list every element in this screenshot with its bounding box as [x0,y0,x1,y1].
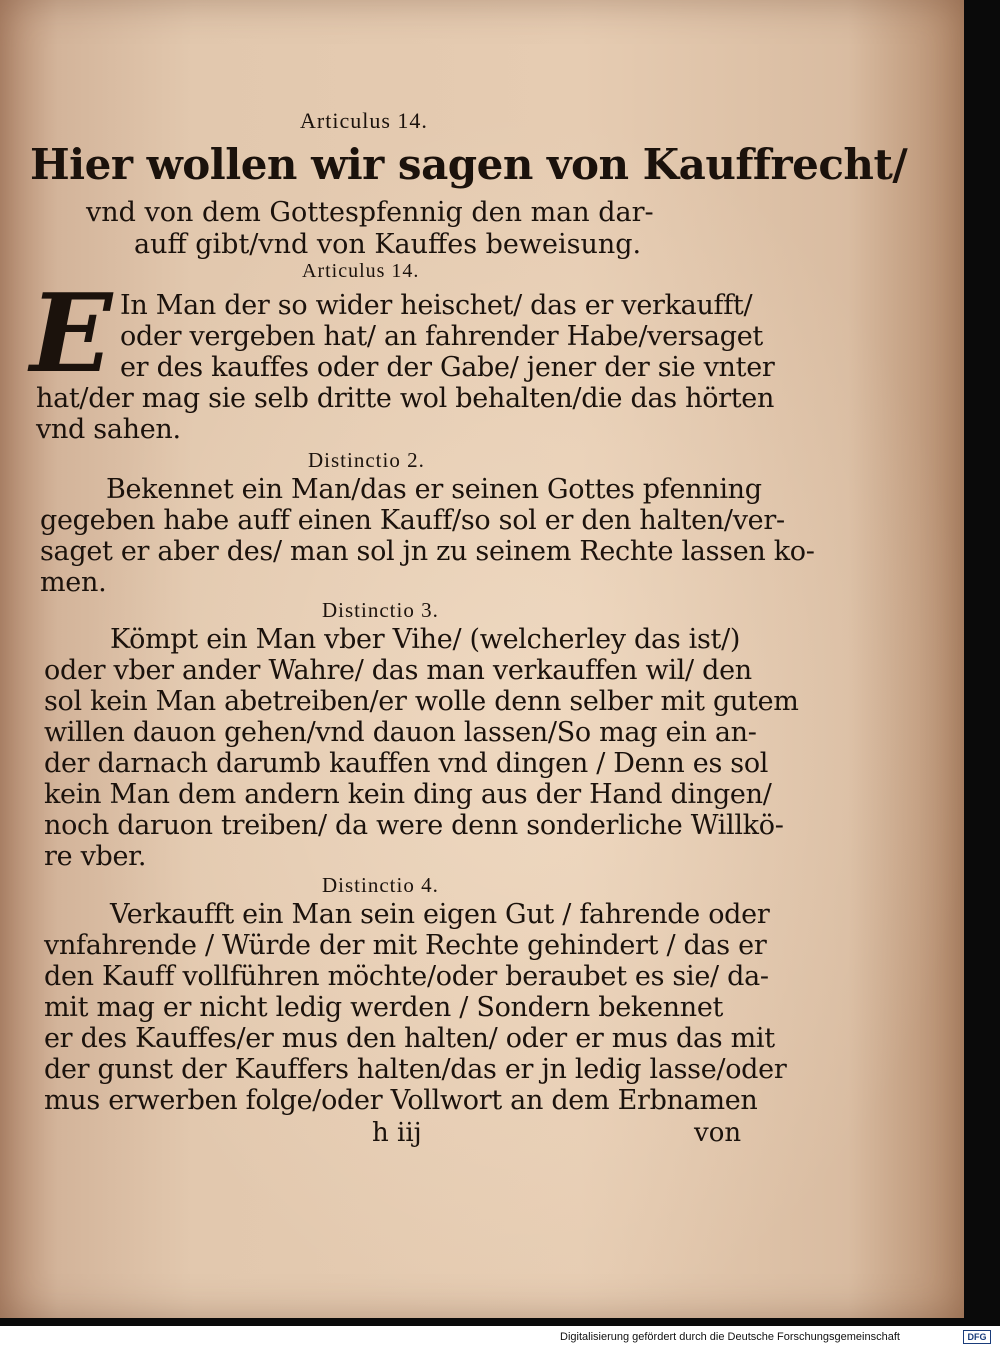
distinctio-4-line-5: er des Kauffes/er mus den halten/ oder er mus das mit [44,1023,775,1054]
article-line-5: vnd sahen. [36,414,181,445]
article-line-4: hat/der mag sie selb dritte wol behalten/die das hörten [36,383,775,414]
distinctio-2-line-1: Bekennet ein Man/das er seinen Gottes pfenning [106,474,762,505]
chapter-title-line-3: auff gibt/vnd von Kauffes beweisung. [134,229,642,260]
distinctio-4-line-7: mus erwerben folge/oder Vollwort an dem Erbnamen [44,1085,758,1116]
article-line-2: oder vergeben hat/ an fahrender Habe/versaget [120,321,763,352]
scan-edge-right [964,0,1000,1318]
distinctio-4-line-1: Verkaufft ein Man sein eigen Gut / fahrende oder [110,899,770,930]
scan-edge-bottom [0,1318,1000,1326]
distinctio-4-line-4: mit mag er nicht ledig werden / Sondern bekennet [44,992,724,1023]
distinctio-3-line-5: der darnach darumb kauffen vnd dingen / Denn es sol [44,748,769,779]
distinctio-3-heading: Distinctio 3. [322,598,439,622]
distinctio-4-line-6: der gunst der Kauffers halten/das er jn ledig lasse/oder [44,1054,787,1085]
distinctio-3-line-1: Kömpt ein Man vber Vihe/ (welcherley das ist/) [110,624,741,655]
signature-mark: h iij [372,1118,422,1148]
chapter-title-line-1: Hier wollen wir sagen von Kauffrecht/ [30,140,908,189]
distinctio-2-heading: Distinctio 2. [308,448,425,472]
distinctio-3-line-4: willen dauon gehen/vnd dauon lassen/So mag ein an- [44,717,757,748]
article-line-1: In Man der so wider heischet/ das er verkaufft/ [120,290,753,321]
decorated-initial: E [30,271,113,397]
distinctio-3-line-3: sol kein Man abetreiben/er wolle denn selber mit gutem [44,686,799,717]
distinctio-2-line-4: men. [40,567,107,598]
distinctio-4-line-3: den Kauff vollführen möchte/oder beraubet es sie/ da- [44,961,769,992]
funding-credit: Digitalisierung gefördert durch die Deutsche Forschungsgemeinschaft [560,1331,900,1343]
article-heading: Articulus 14. [302,260,420,282]
distinctio-4-heading: Distinctio 4. [322,873,439,897]
distinctio-3-line-7: noch daruon treiben/ da were denn sonderliche Willkö- [44,810,784,841]
distinctio-3-line-2: oder vber ander Wahre/ das man verkauffen wil/ den [44,655,752,686]
distinctio-2-line-3: saget er aber des/ man sol jn zu seinem Rechte lassen ko- [40,536,815,567]
dfg-logo[interactable]: DFG [963,1330,991,1344]
running-head: Articulus 14. [300,108,428,133]
distinctio-4-line-2: vnfahrende / Würde der mit Rechte gehindert / das er [44,930,767,961]
chapter-title-line-2: vnd von dem Gottespfennig den man dar- [86,197,654,228]
catchword: von [694,1118,742,1148]
distinctio-3-line-6: kein Man dem andern kein ding aus der Hand dingen/ [44,779,772,810]
distinctio-3-line-8: re vber. [44,841,147,872]
article-line-3: er des kauffes oder der Gabe/ jener der sie vnter [120,352,775,383]
distinctio-2-line-2: gegeben habe auff einen Kauff/so sol er den halten/ver- [40,505,785,536]
